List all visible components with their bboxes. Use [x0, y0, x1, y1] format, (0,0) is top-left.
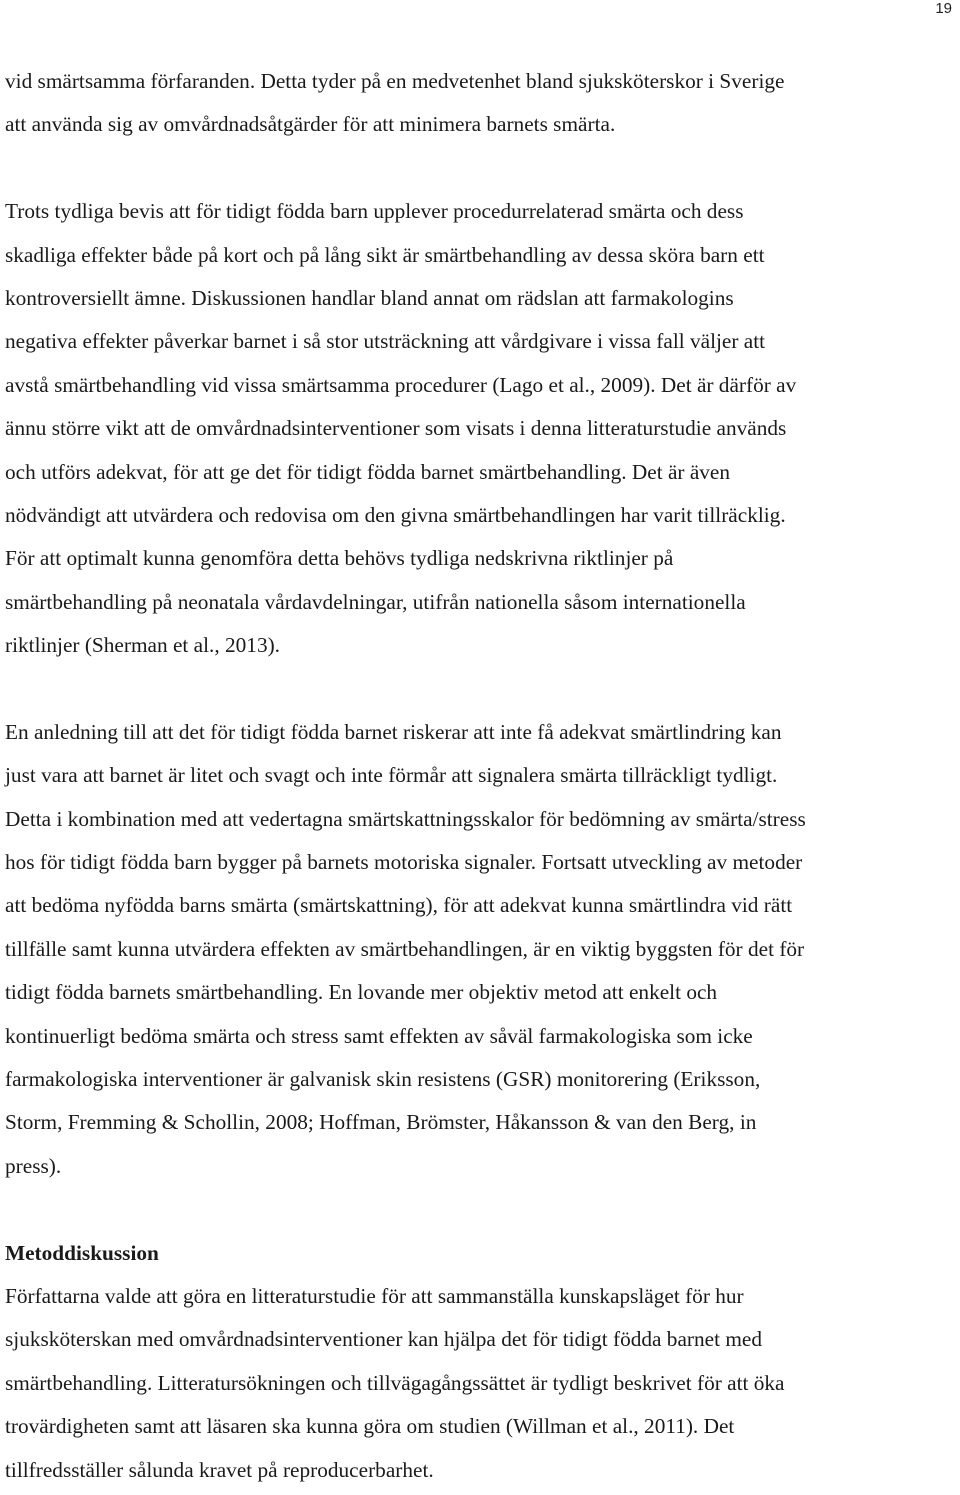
text-line: hos för tidigt födda barn bygger på barnets motoriska signaler. Fortsatt utveckling av metoder — [5, 850, 803, 875]
text-line: negativa effekter påverkar barnet i så stor utsträckning att vårdgivare i vissa fall väljer att — [5, 329, 766, 354]
text-line: att bedöma nyfödda barns smärta (smärtskattning), för att adekvat kunna smärtlindra vid rätt — [5, 893, 793, 918]
text-line: Författarna valde att göra en litteraturstudie för att sammanställa kunskapsläget för hur — [5, 1283, 744, 1308]
text-line: att använda sig av omvårdnadsåtgärder för att minimera barnets smärta. — [5, 112, 616, 137]
text-line: En anledning till att det för tidigt födda barnet riskerar att inte få adekvat smärtlindring kan — [5, 719, 782, 744]
section-heading: Metoddiskussion — [5, 1240, 159, 1265]
paragraph-gap — [5, 1188, 960, 1231]
text-line: kontroversiellt ämne. Diskussionen handlar bland annat om rädslan att farmakologins — [5, 285, 734, 310]
section-metoddiskussion — [5, 1232, 960, 1492]
text-line: tillfredsställer sålunda kravet på reproducerbarhet. — [5, 1457, 434, 1482]
page-number: 19 — [935, 0, 952, 17]
text-line: smärtbehandling på neonatala vårdavdelningar, utifrån nationella såsom internationella — [5, 589, 746, 614]
text-line: Trots tydliga bevis att för tidigt födda barn upplever procedurrelaterad smärta och dess — [5, 199, 744, 224]
text-line: sjuksköterskan med omvårdnadsinterventioner kan hjälpa det för tidigt födda barnet med — [5, 1327, 763, 1352]
text-line: just vara att barnet är litet och svagt och inte förmår att signalera smärta tillräckligt tydligt. — [5, 763, 778, 788]
text-line: tillfälle samt kunna utvärdera effekten av smärtbehandlingen, är en viktig byggsten för det för — [5, 936, 805, 961]
text-line: riktlinjer (Sherman et al., 2013). — [5, 633, 281, 658]
paragraph-gap — [5, 147, 960, 190]
text-line: kontinuerligt bedöma smärta och stress samt effekten av såväl farmakologiska som icke — [5, 1023, 753, 1048]
text-line: Detta i kombination med att vedertagna smärtskattningsskalor för bedömning av smärta/stress — [5, 806, 806, 831]
text-line: Storm, Fremming & Schollin, 2008; Hoffman, Brömster, Håkansson & van den Berg, in — [5, 1110, 757, 1135]
text-line: smärtbehandling. Litteratursökningen och tillvägagångssättet är tydligt beskrivet för att öka — [5, 1370, 785, 1395]
text-line: trovärdigheten samt att läsaren ska kunna göra om studien (Willman et al., 2011). Det — [5, 1414, 735, 1439]
text-line: skadliga effekter både på kort och på lång sikt är smärtbehandling av dessa sköra barn ett — [5, 242, 765, 267]
text-line: avstå smärtbehandling vid vissa smärtsamma procedurer (Lago et al., 2009). Det är därför av — [5, 372, 797, 397]
paragraph-2 — [5, 190, 960, 667]
text-line: och utförs adekvat, för att ge det för tidigt födda barnet smärtbehandling. Det är även — [5, 459, 731, 484]
text-line: vid smärtsamma förfaranden. Detta tyder på en medvetenhet bland sjuksköterskor i Sverige — [5, 69, 785, 93]
document-body — [5, 60, 960, 1492]
paragraph-gap — [5, 667, 960, 710]
text-line: För att optimalt kunna genomföra detta behövs tydliga nedskrivna riktlinjer på — [5, 546, 674, 571]
text-line: ännu större vikt att de omvårdnadsinterventioner som visats i denna litteraturstudie används — [5, 416, 787, 441]
paragraph-3 — [5, 711, 960, 1188]
text-line: press). — [5, 1153, 62, 1178]
paragraph-1 — [5, 60, 960, 147]
text-line: tidigt födda barnets smärtbehandling. En lovande mer objektiv metod att enkelt och — [5, 980, 718, 1005]
text-line: nödvändigt att utvärdera och redovisa om den givna smärtbehandlingen har varit tillräcklig. — [5, 502, 786, 527]
text-line: farmakologiska interventioner är galvanisk skin resistens (GSR) monitorering (Eriksson, — [5, 1066, 761, 1091]
